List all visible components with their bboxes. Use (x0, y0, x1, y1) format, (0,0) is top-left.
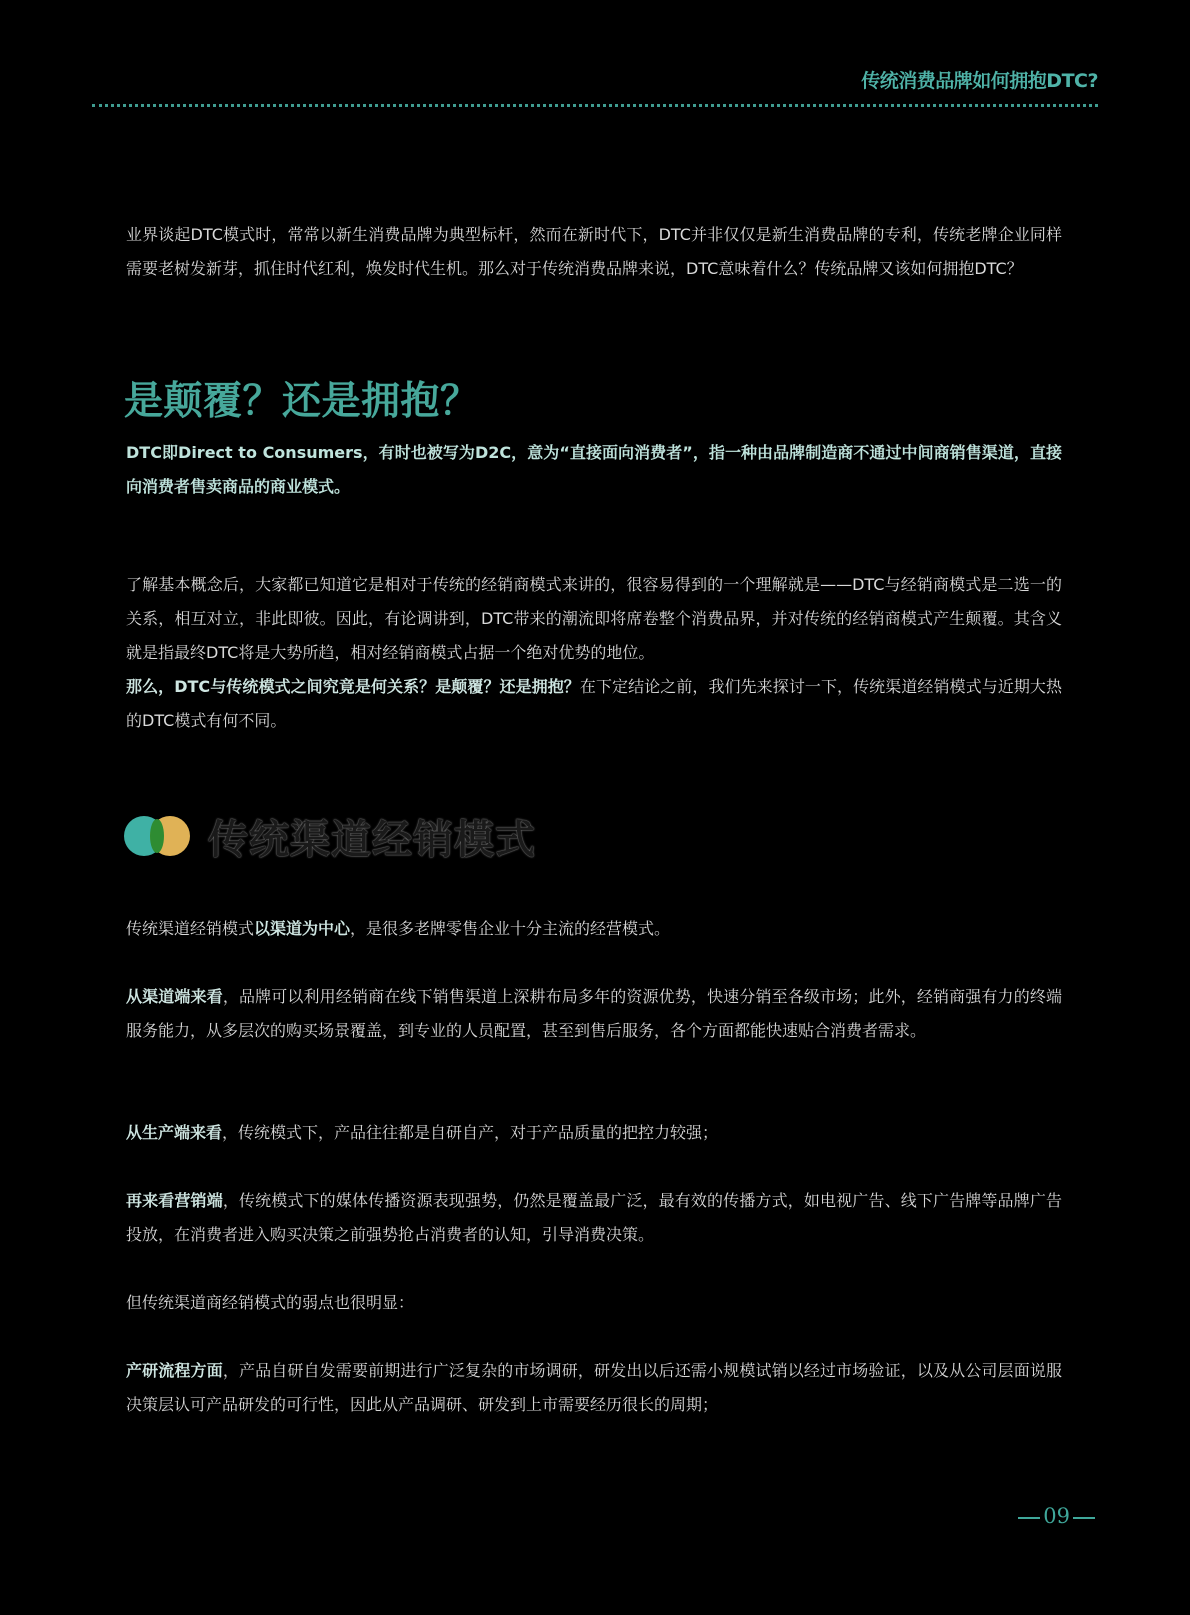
production-side-bold: 从生产端来看 (126, 1123, 223, 1142)
page-number (1015, 1504, 1098, 1528)
channel-side-bold: 从渠道端来看 (126, 987, 223, 1006)
relationship-question-bold: 那么，DTC与传统模式之间究竟是何关系？是颠覆？还是拥抱？ (126, 677, 580, 696)
marketing-side-bold: 再来看营销端 (126, 1191, 223, 1210)
circle-overlap (150, 819, 164, 853)
weakness-intro-paragraph: 但传统渠道商经销模式的弱点也很明显： (126, 1293, 415, 1312)
production-side-rest: ，传统模式下，产品往往都是自研自产，对于产品质量的把控力较强； (222, 1123, 719, 1142)
section-title-disrupt-or-embrace: 是颠覆？还是拥抱？ (124, 379, 480, 424)
dtc-vs-distributor-paragraph: 了解基本概念后，大家都已知道它是相对于传统的经销商模式来讲的，很容易得到的一个理解就是——DTC与经销商模式是二选一的关系，相互对立，非此即彼。因此，有论调讲到，DTC带来的潮流即将席卷整个消费品界，并对传统的经销商模式产生颠覆。其含义就是指最终DTC将是大势所趋，相对经销商模式占据一个绝对优势的地位。 (126, 575, 1062, 662)
channel-centric-post: ，是很多老牌零售企业十分主流的经营模式。 (350, 919, 671, 938)
rd-process-bold: 产研流程方面 (126, 1361, 223, 1380)
page-number-left-dash (1018, 1517, 1040, 1519)
traditional-channel-title: 传统渠道经销模式 (208, 816, 536, 863)
traditional-channel-heading (124, 808, 536, 864)
channel-side-rest: ，品牌可以利用经销商在线下销售渠道上深耕布局多年的资源优势，快速分销至各级市场；此外，经销商强有力的终端服务能力，从多层次的购买场景覆盖，到专业的人员配置，甚至到售后服务，各个方面都能快速贴合消费者需求。 (126, 987, 1062, 1040)
channel-side-paragraph (126, 980, 1062, 1048)
marketing-side-paragraph (126, 1184, 1062, 1252)
rd-process-paragraph (126, 1354, 1062, 1422)
production-side-paragraph (126, 1116, 1062, 1150)
page-number-value: 09 (1043, 1504, 1070, 1528)
header-dotted-divider (92, 104, 1098, 107)
two-circles-icon (124, 814, 194, 858)
channel-centric-paragraph (126, 912, 1062, 946)
dtc-definition-paragraph: DTC即Direct to Consumers，有时也被写为D2C，意为“直接面向消费者”，指一种由品牌制造商不通过中间商销售渠道，直接向消费者售卖商品的商业模式。 (126, 443, 1062, 496)
rd-process-rest: ，产品自研自发需要前期进行广泛复杂的市场调研，研发出以后还需小规模试销以经过市场验证，以及从公司层面说服决策层认可产品研发的可行性，因此从产品调研、研发到上市需要经历很长的周期； (126, 1361, 1062, 1414)
running-header-title: 传统消费品牌如何拥抱DTC? (861, 70, 1098, 92)
channel-centric-pre: 传统渠道经销模式 (126, 919, 255, 938)
relationship-question-paragraph (126, 670, 1062, 738)
marketing-side-rest: ，传统模式下的媒体传播资源表现强势，仍然是覆盖最广泛，最有效的传播方式，如电视广告、线下广告牌等品牌广告投放，在消费者进入购买决策之前强势抢占消费者的认知，引导消费决策。 (126, 1191, 1062, 1244)
relationship-question-rest: 在下定结论之前，我们先来探讨一下，传统渠道经销模式与近期大热的DTC模式有何不同。 (126, 677, 1062, 730)
intro-paragraph: 业界谈起DTC模式时，常常以新生消费品牌为典型标杆，然而在新时代下，DTC并非仅仅是新生消费品牌的专利，传统老牌企业同样需要老树发新芽，抓住时代红利，焕发时代生机。那么对于传统消费品牌来说，DTC意味着什么？传统品牌又该如何拥抱DTC？ (126, 225, 1062, 278)
channel-centric-bold: 以渠道为中心 (254, 919, 351, 938)
page-number-right-dash (1073, 1517, 1095, 1519)
